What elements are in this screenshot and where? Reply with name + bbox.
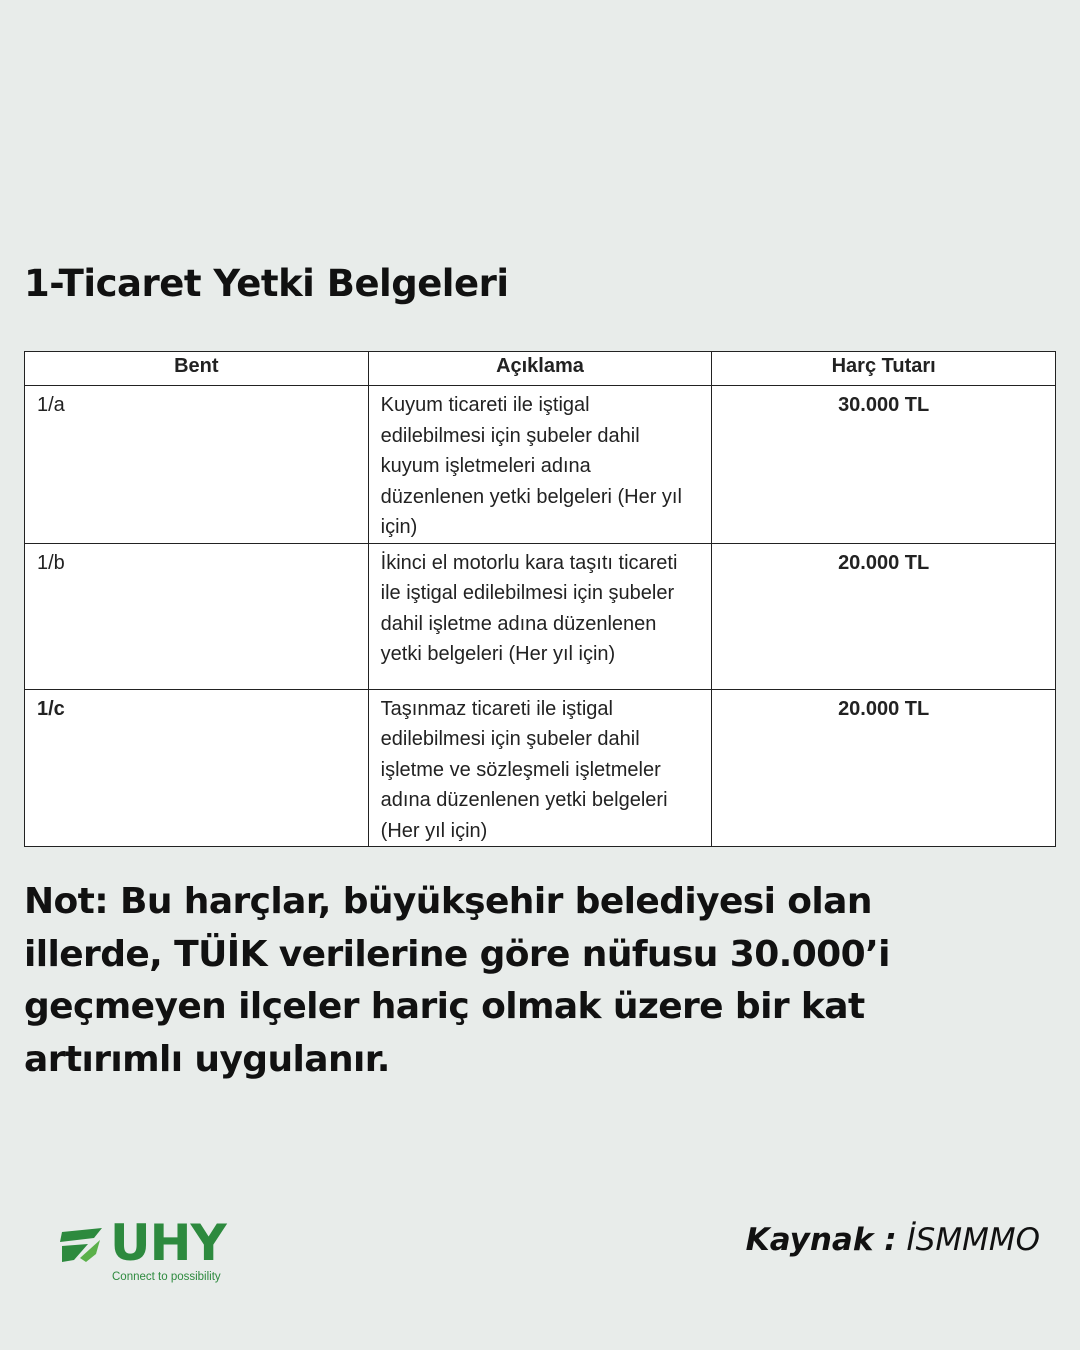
table-row bbox=[25, 689, 1056, 847]
column-header-aciklama: Açıklama bbox=[368, 352, 712, 386]
table-header-row bbox=[25, 352, 1056, 386]
table-row bbox=[25, 543, 1056, 689]
cell-bent: 1/a bbox=[25, 386, 369, 544]
source-value: İSMMMO bbox=[906, 1222, 1040, 1258]
cell-harc-tutari: 30.000 TL bbox=[712, 386, 1056, 544]
logo-tagline: Connect to possibility bbox=[112, 1271, 221, 1283]
cell-bent: 1/c bbox=[25, 689, 369, 847]
logo-wordmark: UHY bbox=[110, 1214, 226, 1272]
uhy-logo bbox=[60, 1214, 260, 1288]
note-text: Not: Bu harçlar, büyükşehir belediyesi olan illerde, TÜİK verilerine göre nüfusu 30.000’i geçmeyen ilçeler hariç olmak üzere bir kat artırımlı uygulanır. bbox=[24, 881, 890, 1080]
cell-aciklama: Kuyum ticareti ile iştigal edilebilmesi için şubeler dahil kuyum işletmeleri adına düzenlenen yetki belgeleri (Her yıl için) bbox=[368, 386, 712, 544]
uhy-logo-mark-icon bbox=[60, 1224, 104, 1264]
cell-harc-tutari: 20.000 TL bbox=[712, 689, 1056, 847]
column-header-harc-tutari: Harç Tutarı bbox=[712, 352, 1056, 386]
source-label: Kaynak : bbox=[745, 1222, 897, 1258]
column-header-bent: Bent bbox=[25, 352, 369, 386]
cell-bent: 1/b bbox=[25, 543, 369, 689]
cell-aciklama: İkinci el motorlu kara taşıtı ticareti ile iştigal edilebilmesi için şubeler dahil işletme adına düzenlenen yetki belgeleri (Her yıl için) bbox=[368, 543, 712, 689]
cell-aciklama: Taşınmaz ticareti ile iştigal edilebilmesi için şubeler dahil işletme ve sözleşmeli işletmeler adına düzenlenen yetki belgeleri (Her yıl için) bbox=[368, 689, 712, 847]
cell-harc-tutari: 20.000 TL bbox=[712, 543, 1056, 689]
fees-table bbox=[24, 351, 1056, 847]
table-row bbox=[25, 386, 1056, 544]
page-title: 1-Ticaret Yetki Belgeleri bbox=[24, 262, 509, 305]
source-credit bbox=[746, 1222, 1040, 1258]
